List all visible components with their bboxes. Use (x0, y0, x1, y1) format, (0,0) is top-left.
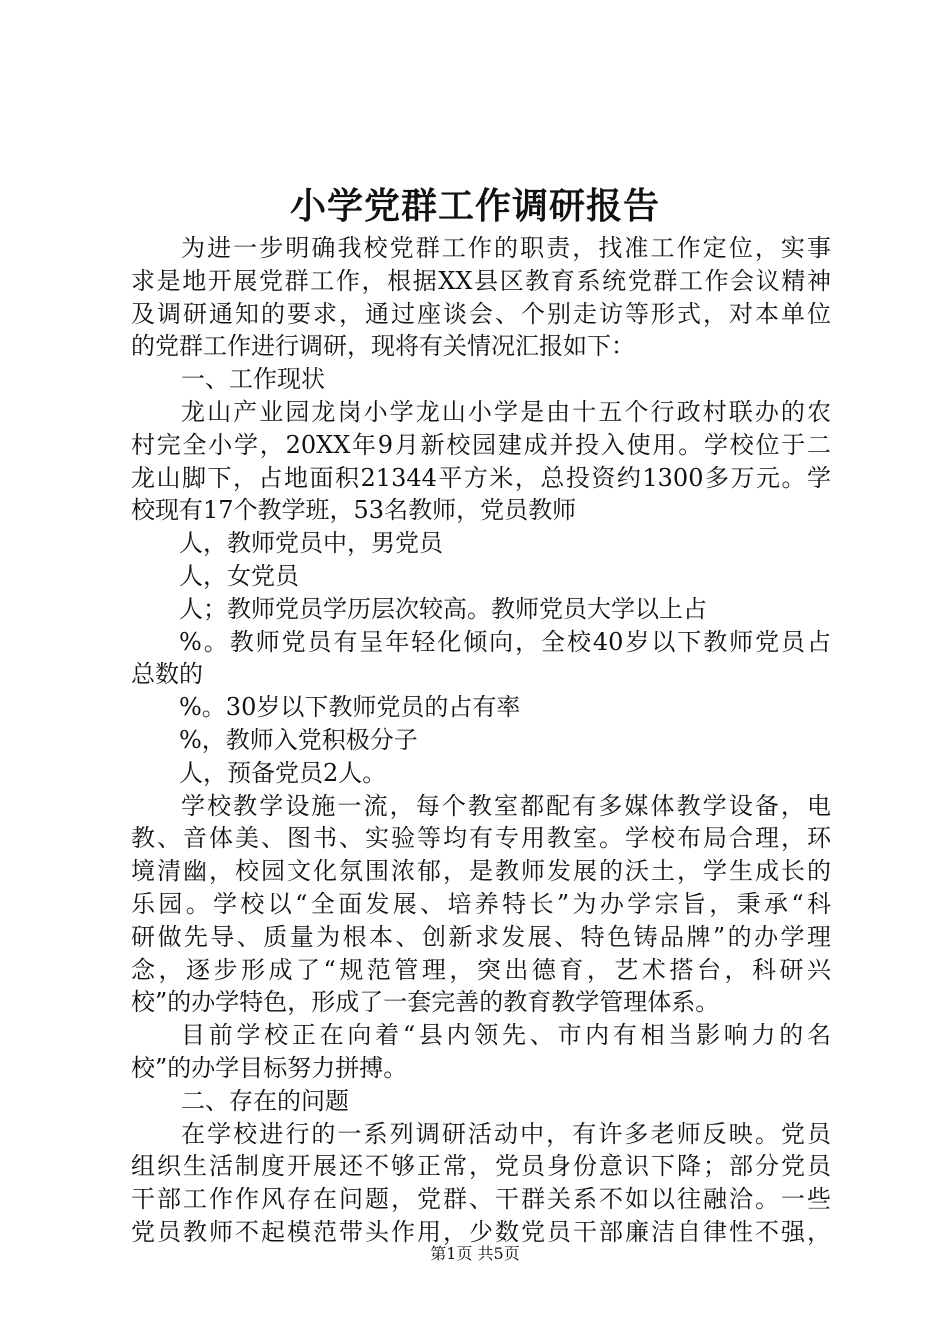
paragraph-line: %。教师党员有呈年轻化倾向，全校40岁以下教师党员占 (179, 627, 831, 656)
document-title: 小学党群工作调研报告 (289, 186, 660, 227)
paragraph-line: 为进一步明确我校党群工作的职责，找准工作定位，实事 (181, 234, 831, 262)
paragraph-line: 人，女党员 (179, 561, 299, 590)
paragraph-line: 党员教师不起模范带头作用，少数党员干部廉洁自律性不强， (131, 1217, 831, 1246)
paragraph-line: 教、音体美、图书、实验等均有专用教室。学校布局合理，环 (131, 824, 831, 853)
paragraph-line: 研做先导、质量为根本、创新求发展、特色铸品牌”的办学理 (131, 922, 831, 951)
paragraph-line: 校”的办学目标努力拼搏。 (131, 1053, 408, 1082)
paragraph-line: %。30岁以下教师党员的占有率 (179, 693, 521, 722)
section-heading: 二、存在的问题 (181, 1086, 349, 1115)
paragraph-line: 在学校进行的一系列调研活动中，有许多老师反映。党员 (181, 1119, 831, 1148)
paragraph-line: 总数的 (131, 660, 203, 689)
section-heading: 一、工作现状 (181, 365, 325, 394)
paragraph-line: 人，预备党员2人。 (179, 758, 387, 787)
paragraph-line: 乐园。学校以“全面发展、培养特长”为办学宗旨，秉承“科 (131, 889, 831, 918)
paragraph-line: 的党群工作进行调研，现将有关情况汇报如下： (131, 332, 635, 361)
document-body (131, 232, 831, 1249)
paragraph-line: 人；教师党员学历层次较高。教师党员大学以上占 (179, 594, 707, 623)
paragraph-line: 人，教师党员中，男党员 (179, 529, 443, 558)
paragraph-line: 境清幽，校园文化氛围浓郁，是教师发展的沃土，学生成长的 (131, 857, 831, 886)
paragraph-line: 校”的办学特色，形成了一套完善的教育教学管理体系。 (131, 988, 720, 1017)
paragraph-line: 及调研通知的要求，通过座谈会、个别走访等形式，对本单位 (131, 299, 831, 328)
paragraph-line: %，教师入党积极分子 (179, 725, 418, 754)
paragraph-line: 目前学校正在向着“县内领先、市内有相当影响力的名 (181, 1021, 831, 1050)
paragraph-line: 龙山脚下，占地面积21344平方米，总投资约1300多万元。学 (131, 463, 831, 492)
paragraph-line: 组织生活制度开展还不够正常，党员身份意识下降；部分党员 (131, 1152, 831, 1181)
paragraph-line: 校现有17个教学班，53名教师，党员教师 (131, 496, 577, 525)
paragraph-line: 龙山产业园龙岗小学龙山小学是由十五个行政村联办的农 (181, 397, 831, 426)
paragraph-line: 村完全小学，20XX年9月新校园建成并投入使用。学校位于二 (131, 430, 831, 459)
paragraph-line: 学校教学设施一流，每个教室都配有多媒体教学设备，电 (181, 791, 831, 820)
paragraph-line: 求是地开展党群工作，根据XX县区教育系统党群工作会议精神 (131, 266, 831, 295)
paragraph-line: 念，逐步形成了“规范管理，突出德育，艺术搭台，科研兴 (131, 955, 831, 984)
paragraph-line: 干部工作作风存在问题，党群、干群关系不如以往融洽。一些 (131, 1185, 831, 1214)
page-number-footer: 第1页 共5页 (430, 1244, 520, 1263)
